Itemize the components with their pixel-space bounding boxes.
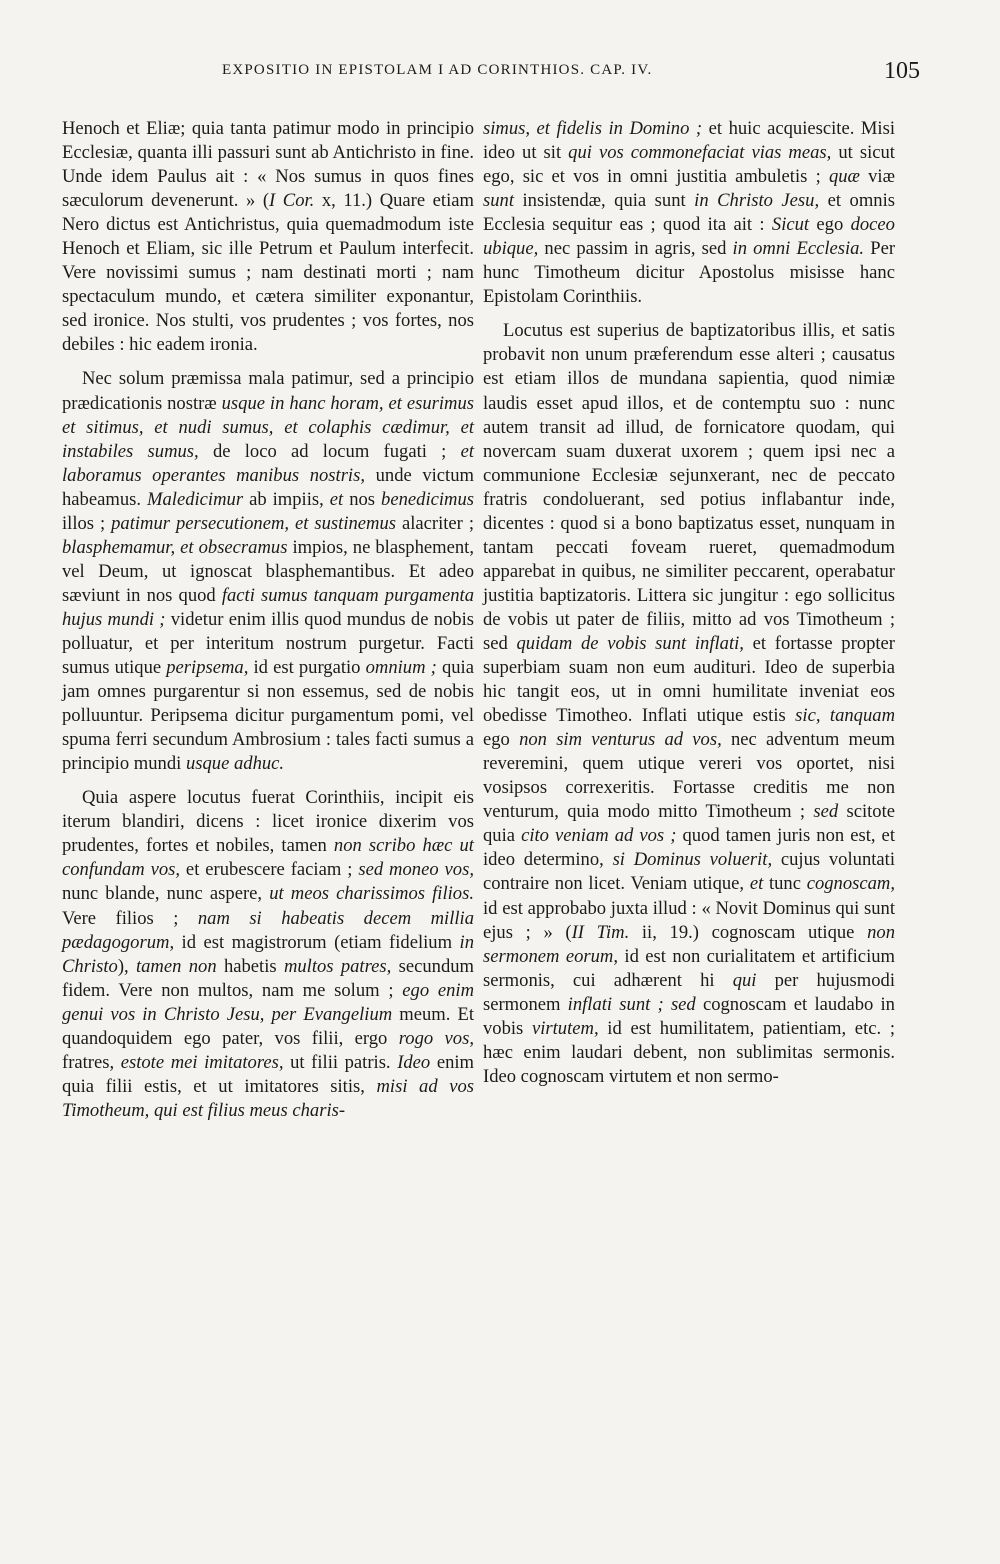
italic-text: in Christo xyxy=(62,931,474,977)
italic-text: qui xyxy=(732,969,757,991)
italic-text: et xyxy=(329,488,344,510)
text-run: Vere filios ; xyxy=(62,907,198,929)
italic-text: Maledicimur xyxy=(147,488,244,510)
paragraph xyxy=(483,117,895,309)
italic-text: simus, et fidelis in Domino ; xyxy=(483,118,703,139)
text-run: id est magistrorum (etiam fidelium xyxy=(174,931,460,953)
italic-text: et laboramus operantes manibus nostris, xyxy=(62,440,474,486)
italic-text: rogo vos, xyxy=(398,1027,474,1049)
text-run: id est humilitatem, patientiam, etc. ; hæc enim laudari debent, non sublimitas sermonis. Ideo cognoscam virtutem et non sermo- xyxy=(483,1017,895,1087)
italic-text: cognoscam, xyxy=(806,873,896,895)
italic-text: patimur persecutionem, et sustinemus xyxy=(111,512,397,534)
italic-text: quidam de vobis sunt inflati, xyxy=(516,632,744,654)
text-run: Locutus est superius de baptizatoribus illis, et satis probavit non unum præferendum esse alteri ; causatus est etiam illos de mundana sapientia, quod nimiæ laudis esset apud illos, et de contemptu suo : nunc autem transit ad illud, de fornicatore quodam, qui novercam suam duxerat uxorem ; quem ipsi nec a communione Ecclesiæ sejunxerant, nec de peccato fratris condoluerant, sed potius inflabantur inde, dicentes : quod si a bono baptizatus esset, nunquam in tantam peccati foveam rueret, quemadmodum apparebat in quibus, ne similiter peccarent, operabatur justitia baptizatoris. Littera sic jungitur : ego sollicitus de vobis ut pater de filiis, mitto ad vos Timotheum ; sed xyxy=(483,320,895,654)
text-run: viæ xyxy=(859,166,895,188)
italic-text: Sicut xyxy=(771,214,810,236)
italic-text: sed moneo vos, xyxy=(358,859,474,881)
text-run: id est non curialitatem et artificium sermonis, cui adhærent hi xyxy=(483,945,895,991)
left-column xyxy=(62,117,474,1123)
text-run: habetis xyxy=(216,955,284,977)
italic-text: tamen non xyxy=(135,955,217,977)
italic-text: sic, tanquam xyxy=(795,705,895,727)
italic-text: qui vos commonefaciat vias meas, xyxy=(568,142,832,164)
text-run: ab impiis, xyxy=(243,488,330,510)
italic-text: nam si habeatis decem millia pædagogorum, xyxy=(62,907,474,953)
page-number: 105 xyxy=(884,58,920,84)
text-run: enim quia filii estis, et ut imitatores sitis, xyxy=(62,1051,475,1097)
italic-text: blasphemamur, et obsecramus xyxy=(62,536,288,558)
text-run: et huic acquiescite. Misi ideo ut sit xyxy=(483,118,895,164)
right-column xyxy=(483,117,895,1089)
text-run: videtur enim illis quod mundus de nobis polluatur, et per interitum nostrum purgetur. Facti sumus utique xyxy=(62,608,475,679)
italic-text: misi ad vos Timotheum, qui est filius meus charis- xyxy=(62,1075,475,1121)
text-run: fratres, xyxy=(62,1051,121,1073)
italic-text: sed xyxy=(813,801,839,823)
italic-text: inflati sunt ; xyxy=(567,993,664,1015)
italic-text: cito veniam ad vos ; xyxy=(521,825,677,847)
italic-text: in omni Ecclesia. xyxy=(732,238,865,260)
text-run: quod tamen juris non est, et ideo determino, xyxy=(483,825,895,871)
text-run: et fortasse propter superbiam suam non eum audituri. Ideo de superbia hic tangit eos, ut in omni humilitate inveniat eos obedisse Timotheo. Inflati utique estis xyxy=(483,632,895,727)
text-run: Per hunc Timotheum dicitur Apostolus misisse hanc Epistolam Corinthiis. xyxy=(483,238,896,308)
paragraph xyxy=(62,117,474,357)
italic-text: si Dominus voluerit, xyxy=(612,849,773,871)
italic-text: doceo ubique, xyxy=(483,214,895,260)
text-run: et erubescere faciam ; xyxy=(180,859,359,881)
text-run: cujus voluntati contraire non licet. Veniam utique, xyxy=(483,849,895,895)
italic-text: ego enim genui vos in Christo Jesu, per Evangelium xyxy=(62,979,475,1025)
text-run: cognoscam et laudabo in vobis xyxy=(483,993,895,1039)
text-run: de loco ad locum fugati ; xyxy=(198,440,461,462)
text-run: insistendæ, quia sunt xyxy=(514,190,695,212)
text-run: tunc xyxy=(763,873,807,895)
italic-text: Ideo xyxy=(397,1051,431,1073)
text-run xyxy=(664,994,671,1015)
italic-text: sunt xyxy=(483,190,514,212)
italic-text: I Cor. xyxy=(269,190,315,212)
text-run: per hujusmodi sermonem xyxy=(483,969,895,1015)
italic-text: facti sumus tanquam purgamenta hujus mundi ; xyxy=(62,584,474,630)
text-run: ii, 19.) cognoscam utique xyxy=(629,921,868,943)
text-run: Henoch et Eliæ; quia tanta patimur modo in principio Ecclesiæ, quanta illi passuri sunt ab Antichristo in fine. Unde idem Paulus ait : « Nos sumus in quos fines sæculorum devenerunt. » ( xyxy=(62,118,474,212)
italic-text: non scribo hæc ut confundam vos, xyxy=(62,835,474,881)
italic-text: et xyxy=(749,873,764,895)
text-run: et omnis Ecclesia sequitur eas ; quod ita ait : xyxy=(483,190,895,236)
text-run: Nec solum præmissa mala patimur, sed a principio prædicationis nostræ xyxy=(62,368,474,414)
italic-text: estote mei imitatores, xyxy=(120,1051,284,1073)
text-run: quia jam omnes purgarentur si non essemus, sed de nobis polluuntur. Peripsema dicitur purgamentum pomi, vel spuma ferri secundum Ambrosium : tales facti sumus a principio mundi xyxy=(62,657,474,775)
text-run: Quia aspere locutus fuerat Corinthiis, incipit eis iterum blandiri, dicens : licet ironice dixerim vos prudentes, fortes et nobiles, tamen xyxy=(62,787,474,857)
italic-text: quæ xyxy=(828,166,860,188)
italic-text: omnium ; xyxy=(365,657,437,679)
text-run: ut filii patris. xyxy=(283,1051,398,1073)
italic-text: peripsema, xyxy=(166,657,249,679)
italic-text: in Christo Jesu, xyxy=(694,190,820,212)
italic-text: non sermonem eorum, xyxy=(483,921,895,967)
text-run: impios, ne blasphement, vel Deum, ut ignoscat blasphemantibus. Et adeo sæviunt in nos quod xyxy=(62,536,474,606)
text-run: x, 11.) Quare etiam Nero dictus est Antichristus, quia quemadmodum iste Henoch et Eliam, sic ille Petrum et Paulum interfecit. Vere novissimi sumus ; nam destinati morti ; nam spectaculum mundo, et cætera similiter exponantur, sed ironice. Nos stulti, vos prudentes ; vos fortes, nos debiles : hic eadem ironia. xyxy=(62,190,474,356)
italic-text: benedicimus xyxy=(381,488,474,510)
italic-text: usque adhuc. xyxy=(185,753,285,775)
italic-text: II Tim. xyxy=(571,921,630,943)
italic-text: virtutem, xyxy=(531,1017,599,1039)
paragraph xyxy=(483,319,895,1089)
text-run: secundum fidem. Vere non multos, nam me solum ; xyxy=(62,955,475,1001)
italic-text: multos patres, xyxy=(283,955,392,977)
text-run: unde victum habeamus. xyxy=(62,464,474,510)
text-run: nec passim in agris, sed xyxy=(538,238,733,260)
text-run: id est approbabo juxta illud : « Novit Dominus qui sunt ejus ; » ( xyxy=(483,897,895,943)
text-run: ut sicut ego, sic et vos in omni justitia ambuletis ; xyxy=(483,142,895,188)
running-title: EXPOSITIO IN EPISTOLAM I AD CORINTHIOS. CAP. IV. xyxy=(222,62,653,78)
text-run: ego xyxy=(809,214,851,236)
text-run: nos xyxy=(343,488,382,510)
paragraph xyxy=(62,367,474,776)
text-run: id est purgatio xyxy=(248,657,366,679)
paragraph xyxy=(62,786,474,1123)
text-run: meum. Et quandoquidem ego pater, vos filii, ergo xyxy=(62,1003,474,1049)
italic-text: non sim venturus ad vos, xyxy=(519,729,722,751)
text-run: nec adventum meum reveremini, quem utique vereri vos oportet, nisi vosipsos correxeritis. Fortasse creditis me non venturum, quia modo mitto Timotheum ; xyxy=(483,729,896,823)
italic-text: sed xyxy=(670,993,696,1015)
italic-text: usque in hanc horam, et esurimus et sitimus, et nudi sumus, et colaphis cædimur, et instabiles sumus, xyxy=(62,392,474,462)
text-run: scitote quia xyxy=(483,801,896,847)
italic-text: ut meos charissimos filios. xyxy=(269,883,474,905)
text-run: ego xyxy=(483,729,520,751)
text-run: alacriter ; xyxy=(396,512,474,534)
text-run: nunc blande, nunc aspere, xyxy=(62,883,270,905)
text-run: illos ; xyxy=(62,512,112,534)
text-run: ), xyxy=(117,955,136,977)
